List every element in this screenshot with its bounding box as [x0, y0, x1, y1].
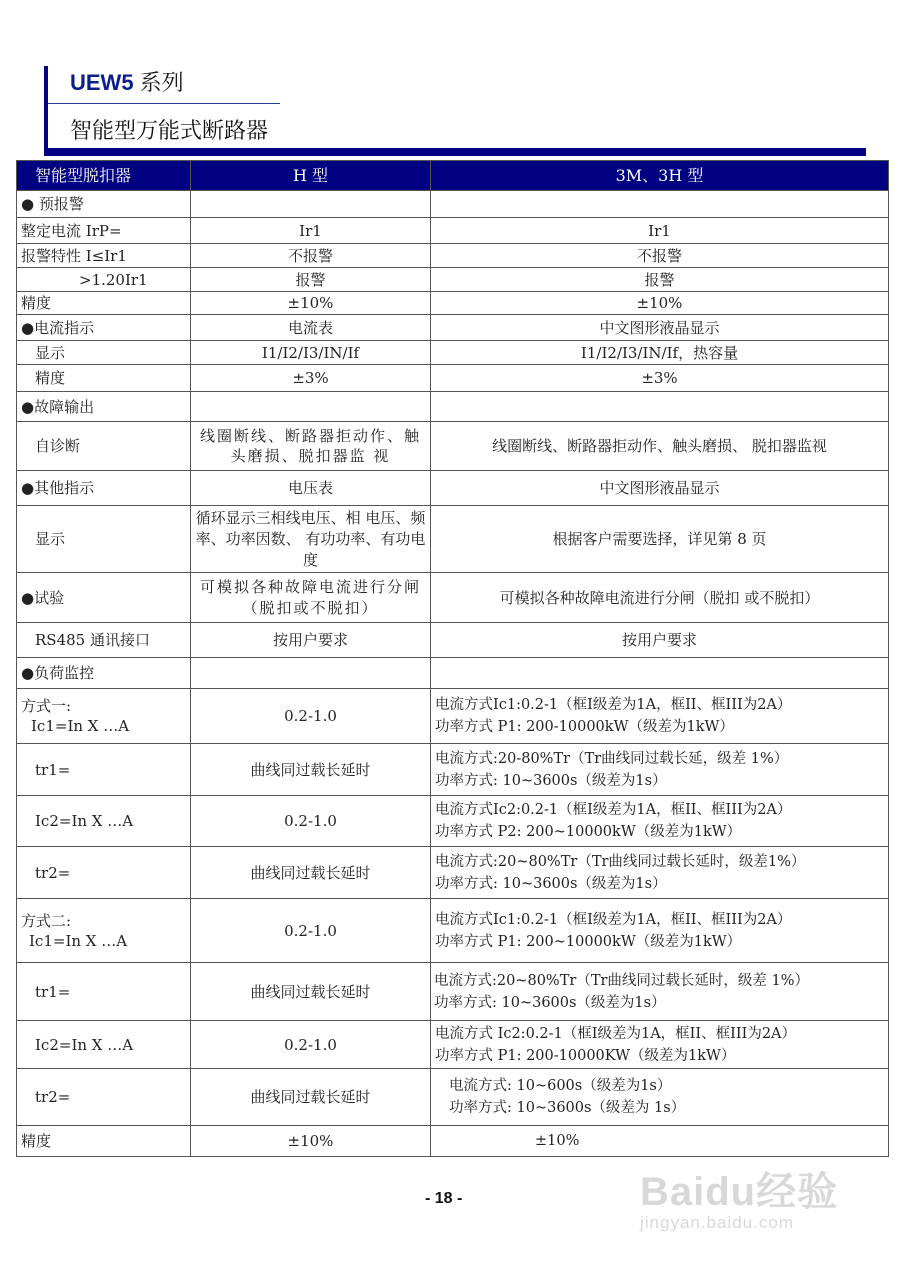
power-mode-line: 功率方式 P1: 200~10000kW（级差为1kW）	[435, 933, 742, 950]
current-mode-line: 电流方式:20~80%Tr（Tr曲线同过载长延时，级差1%）	[435, 853, 806, 870]
row-label: 精度	[17, 1126, 191, 1157]
brand-name: UEW5	[70, 70, 134, 95]
mode-param: Ic1=In X …A	[31, 717, 130, 735]
power-mode-line: 功率方式 P1: 200-10000KW（级差为1kW）	[435, 1047, 736, 1064]
m-value: ±10%	[431, 1126, 889, 1157]
row-label: 显示	[17, 506, 191, 573]
h-value: 0.2-1.0	[191, 899, 431, 963]
row-label: tr1=	[17, 744, 191, 796]
row-label: 整定电流 IrP=	[17, 218, 191, 244]
table-row	[17, 392, 889, 422]
h-value: 0.2-1.0	[191, 1021, 431, 1069]
m-value: ±10%	[431, 292, 889, 315]
h-value: 电流表	[191, 315, 431, 341]
table-row	[17, 796, 889, 847]
row-label: ●负荷监控	[17, 658, 191, 689]
table-row	[17, 1126, 889, 1157]
table-row	[17, 658, 889, 689]
power-mode-line: 功率方式: 10~3600s（级差为 1s）	[449, 1100, 686, 1116]
h-value: ±10%	[191, 292, 431, 315]
current-mode-line: 电流方式:20~80%Tr（Tr曲线同过载长延时，级差 1%）	[434, 972, 810, 989]
m-value: 可模拟各种故障电流进行分闸（脱扣 或不脱扣）	[431, 573, 889, 623]
row-label	[17, 689, 191, 744]
row-label: Ic2=In X …A	[17, 796, 191, 847]
row-label	[17, 899, 191, 963]
m-value	[431, 744, 889, 796]
m-value: 中文图形液晶显示	[431, 471, 889, 506]
m-value	[431, 392, 889, 422]
power-mode-line: 功率方式 P2: 200~10000kW（级差为1kW）	[435, 824, 742, 840]
m-value: I1/I2/I3/IN/If，热容量	[431, 341, 889, 365]
column-header: H 型	[191, 161, 431, 191]
h-value: 曲线同过载长延时	[191, 1069, 431, 1126]
page-number: - 18 -	[425, 1190, 463, 1207]
h-value: I1/I2/I3/IN/If	[191, 341, 431, 365]
power-mode-line: 功率方式: 10~3600s（级差为1s）	[434, 994, 666, 1011]
table-row	[17, 899, 889, 963]
current-mode-line: 电流方式Ic1:0.2-1（框I级差为1A，框II、框III为2A）	[435, 911, 792, 928]
h-value: ±3%	[191, 365, 431, 392]
column-header: 3M、3H 型	[431, 161, 889, 191]
h-value: 报警	[191, 268, 431, 292]
page-title: 智能型万能式断路器	[70, 119, 269, 144]
current-mode-line: 电流方式Ic1:0.2-1（框I级差为1A，框II、框III为2A）	[435, 697, 792, 713]
header-divider	[48, 103, 280, 104]
m-value	[431, 1021, 889, 1069]
row-label: tr1=	[17, 963, 191, 1021]
m-value	[431, 1069, 889, 1126]
h-value: 0.2-1.0	[191, 796, 431, 847]
table-row	[17, 218, 889, 244]
spec-table	[16, 160, 889, 1157]
row-label: tr2=	[17, 1069, 191, 1126]
column-header: 智能型脱扣器	[17, 161, 191, 191]
h-value: ±10%	[191, 1126, 431, 1157]
row-label: 报警特性 I≤Ir1	[17, 244, 191, 268]
h-value: 电压表	[191, 471, 431, 506]
current-mode-line: 电流方式 Ic2:0.2-1（框I级差为1A，框II、框III为2A）	[435, 1025, 797, 1042]
power-mode-line: 功率方式: 10~3600s（级差为1s）	[435, 875, 667, 892]
m-value: 线圈断线、断路器拒动作、触头磨损、 脱扣器监视	[431, 422, 889, 471]
table-row	[17, 244, 889, 268]
table-row	[17, 365, 889, 392]
h-value: 曲线同过载长延时	[191, 744, 431, 796]
m-value: 中文图形液晶显示	[431, 315, 889, 341]
header-accent-bar	[44, 66, 48, 150]
series-title	[70, 66, 184, 97]
h-value: 按用户要求	[191, 623, 431, 658]
watermark	[640, 1160, 838, 1233]
h-value	[191, 392, 431, 422]
table-row	[17, 744, 889, 796]
m-value: ±3%	[431, 365, 889, 392]
m-value: 根据客户需要选择，详见第 8 页	[431, 506, 889, 573]
table-row	[17, 623, 889, 658]
table-row	[17, 315, 889, 341]
m-value	[431, 191, 889, 218]
h-value: 不报警	[191, 244, 431, 268]
table-row	[17, 268, 889, 292]
table-row	[17, 506, 889, 573]
row-label: 精度	[17, 292, 191, 315]
m-value: 不报警	[431, 244, 889, 268]
h-value: 曲线同过载长延时	[191, 847, 431, 899]
m-value	[431, 847, 889, 899]
row-label: tr2=	[17, 847, 191, 899]
m-value	[431, 796, 889, 847]
h-value: 线圈断线、断路器拒动作、触头磨损、脱扣器监 视	[191, 422, 431, 471]
watermark-logo: Baidu经验	[640, 1170, 839, 1214]
table-row	[17, 963, 889, 1021]
m-value	[431, 899, 889, 963]
m-value	[431, 658, 889, 689]
m-value: 按用户要求	[431, 623, 889, 658]
m-value	[431, 689, 889, 744]
table-row	[17, 471, 889, 506]
header-band	[44, 148, 866, 156]
row-label: ●电流指示	[17, 315, 191, 341]
mode-param: Ic1=In X …A	[29, 931, 128, 950]
watermark-url: jingyan.baidu.com	[640, 1213, 795, 1232]
current-mode-line: 电流方式: 10~600s（级差为1s）	[449, 1078, 672, 1094]
table-row	[17, 422, 889, 471]
row-label: ●故障输出	[17, 392, 191, 422]
m-value: 报警	[431, 268, 889, 292]
row-label: ●其他指示	[17, 471, 191, 506]
current-mode-line: 电流方式:20-80%Tr（Tr曲线同过载长延，级差 1%）	[435, 750, 789, 767]
table-row	[17, 847, 889, 899]
table-row	[17, 573, 889, 623]
row-label: 自诊断	[17, 422, 191, 471]
row-label: ●试验	[17, 573, 191, 623]
row-label: >1.20Ir1	[17, 268, 191, 292]
row-label: ● 预报警	[17, 191, 191, 218]
table-header-row	[17, 161, 889, 191]
h-value: 0.2-1.0	[191, 689, 431, 744]
current-mode-line: 电流方式Ic2:0.2-1（框I级差为1A，框II、框III为2A）	[435, 802, 792, 818]
m-value: Ir1	[431, 218, 889, 244]
row-label: Ic2=In X …A	[17, 1021, 191, 1069]
h-value	[191, 191, 431, 218]
mode-title: 方式一:	[21, 697, 72, 715]
series-suffix: 系列	[133, 70, 184, 95]
table-row	[17, 1021, 889, 1069]
m-value	[431, 963, 889, 1021]
table-row	[17, 191, 889, 218]
power-mode-line: 功率方式: 10~3600s（级差为1s）	[435, 772, 667, 789]
table-row	[17, 1069, 889, 1126]
table-row	[17, 341, 889, 365]
h-value: Ir1	[191, 218, 431, 244]
h-value: 可模拟各种故障电流进行分闸（脱扣或不脱扣）	[191, 573, 431, 623]
h-value	[191, 658, 431, 689]
h-value: 曲线同过载长延时	[191, 963, 431, 1021]
table-row	[17, 689, 889, 744]
row-label: RS485 通讯接口	[17, 623, 191, 658]
row-label: 精度	[17, 365, 191, 392]
h-value: 循环显示三相线电压、相 电压、频率、功率因数、 有功功率、有功电度	[191, 506, 431, 573]
table-row	[17, 292, 889, 315]
power-mode-line: 功率方式 P1: 200-10000kW（级差为1kW）	[435, 719, 734, 735]
mode-title: 方式二:	[21, 911, 72, 930]
row-label: 显示	[17, 341, 191, 365]
